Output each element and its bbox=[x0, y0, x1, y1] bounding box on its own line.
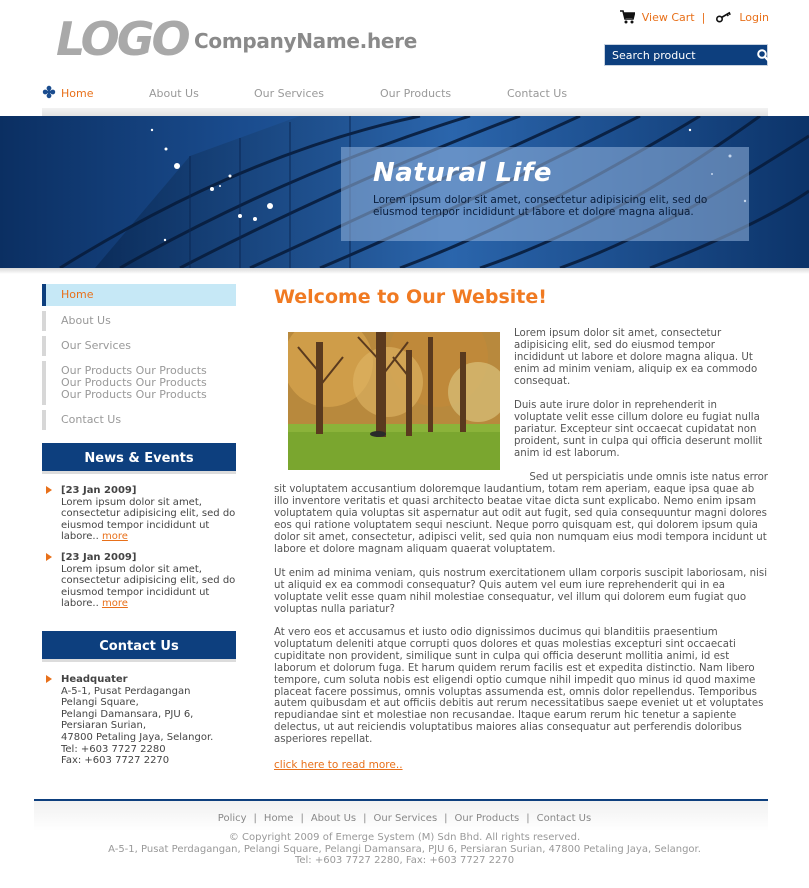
news-heading: News & Events bbox=[42, 443, 236, 474]
news-list bbox=[46, 485, 236, 619]
separator: | bbox=[253, 813, 257, 824]
view-cart-link[interactable]: View Cart bbox=[641, 10, 695, 24]
top-links bbox=[620, 10, 769, 24]
arrow-icon bbox=[46, 675, 52, 683]
banner-title: Natural Life bbox=[373, 158, 552, 188]
contact-line: Persiaran Surian, bbox=[61, 720, 147, 732]
banner bbox=[0, 116, 809, 268]
news-date: [23 Jan 2009] bbox=[61, 551, 137, 563]
footer-address: A-5-1, Pusat Perdagangan, Pelangi Square, Pelangi Damansara, PJU 6, Persiaran Surian, 47800 Petaling Jaya, Selangor. bbox=[108, 844, 701, 855]
contact-hq: Headquater bbox=[61, 674, 128, 685]
body-paragraph: Ut enim ad minima veniam, quis nostrum exercitationem ullam corporis suscipit laboriosam, nisi ut aliquid ex ea commodi consequatur? Quis autem vel eum iure reprehenderit qui in ea voluptate velit esse quam nihil molestiae consequatur, vel illum qui dolorem eum fugiat quo voluptas nulla pariatur? bbox=[274, 568, 768, 615]
paragraph-lead: Sed ut perspiciatis unde omnis iste natus error bbox=[529, 472, 768, 483]
footer-link-home[interactable]: Home bbox=[263, 813, 294, 824]
contact-heading: Contact Us bbox=[42, 631, 236, 662]
body-paragraph: At vero eos et accusamus et iusto odio dignissimos ducimus qui blanditiis praesentium voluptatum deleniti atque corrupti quos dolores et quas molestias excepturi sint occaecati cupiditate non provident, similique sunt in culpa qui officia deserunt mollitia animi, id est laborum et dolorum fuga. Et harum quidem rerum facilis est et expedita distinctio. Nam libero tempore, cum soluta nobis est eligendi optio cumque nihil impedit quo minus id quod maxime placeat facere possimus, omnis voluptas assumenda est, omnis dolor repellendus. Temporibus autem quibusdam et aut officiis debitis aut rerum necessitatibus saepe eveniet ut et voluptates repudiandae sint et molestiae non recusandae. Itaque earum rerum hic tenetur a sapiente delectus, ut aut reiciendis voluptatibus maiores alias consequatur aut perferendis doloribus asperiores repellat. bbox=[274, 627, 764, 746]
side-menu-our-services[interactable]: Our Services bbox=[42, 336, 236, 356]
arrow-icon bbox=[46, 553, 52, 561]
contact-fax: Fax: +603 7727 2270 bbox=[61, 755, 170, 767]
intro-paragraph: Lorem ipsum dolor sit amet, consectetur adipisicing elit, sed do eiusmod tempor incididunt ut labore et dolore magna aliqua. Ut enim ad minim veniam, aliquip ex ea commodo consequat. bbox=[514, 328, 758, 387]
news-text: Lorem ipsum dolor sit amet, consectetur adipisicing elit, sed do eiusmod tempor incididunt ut labore.. bbox=[61, 563, 236, 610]
footer-link-policy[interactable]: Policy bbox=[217, 813, 247, 824]
separator: | bbox=[363, 813, 367, 824]
news-more-link[interactable]: more bbox=[101, 598, 128, 610]
intro-paragraph: Duis aute irure dolor in reprehenderit in voluptate velit esse cillum dolore eu fugiat nulla pariatur. Excepteur sint occaecat cupidatat non proident, sunt in culpa qui officia deserunt mollit anim id est laborum. bbox=[514, 400, 763, 459]
company-name: CompanyName.here bbox=[194, 29, 418, 53]
side-menu-about-us[interactable]: About Us bbox=[42, 311, 236, 331]
footer-link-about-us[interactable]: About Us bbox=[310, 813, 357, 824]
side-menu-our-products[interactable] bbox=[42, 361, 236, 405]
news-item bbox=[46, 552, 236, 610]
news-text: Lorem ipsum dolor sit amet, consectetur adipisicing elit, sed do eiusmod tempor incididunt ut labore.. bbox=[61, 496, 236, 543]
news-date: [23 Jan 2009] bbox=[61, 485, 137, 496]
body-paragraph: sit voluptatem accusantium doloremque laudantium, totam rem aperiam, eaque ipsa quae ab illo inventore veritatis et quasi architecto beatae vitae dicta sunt explicabo. Nemo enim ipsam voluptatem quia voluptas sit aspernatur aut odit aut fugit, sed quia consequuntur magni dolores eos qui ratione voluptatem sequi nesciunt. Neque porro quisquam est, qui dolorem ipsum quia dolor sit amet, consectetur, adipisci velit, sed quia non numquam eius modi tempora incidunt ut labore et dolore magnam aliquam quaerat voluptatem. bbox=[274, 484, 767, 555]
main-nav bbox=[42, 84, 768, 114]
side-menu-home[interactable]: Home bbox=[42, 284, 236, 306]
news-item bbox=[46, 485, 236, 543]
side-menu-products-line: Our Products Our Products bbox=[61, 364, 207, 377]
news-more-link[interactable]: more bbox=[101, 531, 128, 543]
footer-copyright: © Copyright 2009 of Emerge System (M) Sdn Bhd. All rights reserved. bbox=[228, 832, 581, 843]
logo[interactable]: LOGO bbox=[56, 12, 188, 66]
nav-home-label: Home bbox=[61, 87, 94, 100]
read-more-link[interactable]: click here to read more.. bbox=[274, 759, 403, 771]
search-icon bbox=[757, 49, 770, 62]
separator: | bbox=[701, 10, 706, 24]
nav-contact-us[interactable]: Contact Us bbox=[507, 87, 568, 100]
banner-text: Lorem ipsum dolor sit amet, consectetur adipisicing elit, sed do eiusmod tempor incididunt ut labore et dolore magna aliqua. bbox=[373, 194, 708, 218]
search-button[interactable] bbox=[757, 45, 770, 65]
nav-our-services[interactable]: Our Services bbox=[254, 87, 325, 100]
nav-about-us[interactable]: About Us bbox=[149, 87, 199, 100]
footer-link-our-products[interactable]: Our Products bbox=[454, 813, 520, 824]
contact-tel: Tel: +603 7727 2280 bbox=[61, 743, 166, 755]
side-menu bbox=[42, 284, 236, 435]
search-box bbox=[604, 44, 768, 66]
banner-shadow bbox=[0, 268, 809, 274]
separator: | bbox=[526, 813, 530, 824]
contact-line: Pelangi Damansara, PJU 6, bbox=[61, 708, 194, 720]
nav-home[interactable] bbox=[42, 84, 93, 104]
arrow-icon bbox=[46, 486, 52, 494]
contact-line: 47800 Petaling Jaya, Selangor. bbox=[61, 731, 214, 743]
footer-phone: Tel: +603 7727 2280, Fax: +603 7727 2270 bbox=[294, 855, 515, 866]
park-photo bbox=[288, 332, 500, 470]
flower-icon bbox=[42, 85, 56, 99]
login-link[interactable]: Login bbox=[739, 10, 769, 24]
page-title: Welcome to Our Website! bbox=[274, 286, 547, 308]
side-menu-products-line: Our Products Our Products bbox=[61, 388, 207, 401]
side-menu-products-line: Our Products Our Products bbox=[61, 376, 207, 389]
side-menu-contact-us[interactable]: Contact Us bbox=[42, 410, 236, 430]
footer-link-our-services[interactable]: Our Services bbox=[373, 813, 438, 824]
contact-line: A-5-1, Pusat Perdagangan bbox=[61, 685, 191, 697]
separator: | bbox=[444, 813, 448, 824]
banner-caption-box bbox=[341, 147, 749, 241]
footer-links bbox=[0, 813, 809, 824]
nav-our-products[interactable]: Our Products bbox=[380, 87, 452, 100]
footer-link-contact-us[interactable]: Contact Us bbox=[536, 813, 592, 824]
key-icon[interactable] bbox=[716, 11, 732, 23]
separator: | bbox=[300, 813, 304, 824]
contact-line: Pelangi Square, bbox=[61, 697, 139, 709]
contact-info bbox=[46, 674, 236, 767]
search-input[interactable] bbox=[605, 45, 757, 65]
cart-icon[interactable] bbox=[620, 10, 635, 24]
